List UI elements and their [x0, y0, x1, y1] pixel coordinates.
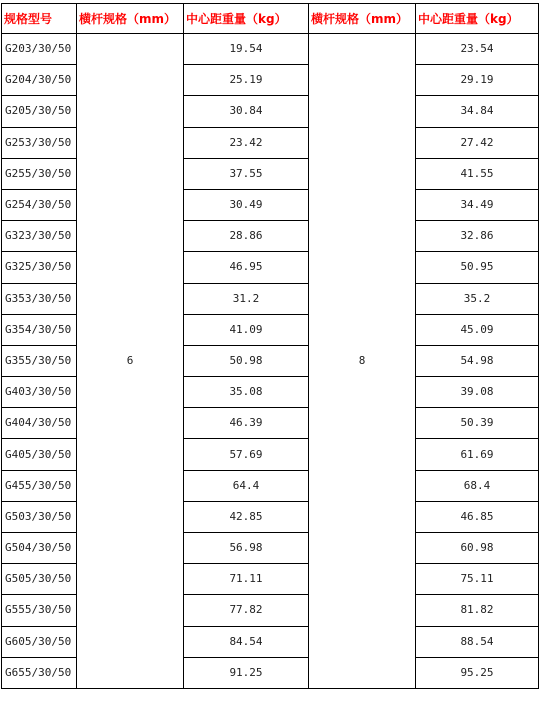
weight-right-cell: 61.69	[416, 439, 539, 470]
table-row	[2, 34, 539, 65]
weight-right-cell: 68.4	[416, 470, 539, 501]
weight-left-cell: 23.42	[184, 127, 309, 158]
weight-left-cell: 64.4	[184, 470, 309, 501]
model-cell: G455/30/50	[2, 470, 77, 501]
bar-spec-right-cell: 8	[309, 34, 416, 689]
weight-left-cell: 30.49	[184, 189, 309, 220]
model-cell: G253/30/50	[2, 127, 77, 158]
header-weight-right: 中心距重量（kg）	[416, 4, 539, 34]
weight-left-cell: 28.86	[184, 221, 309, 252]
weight-left-cell: 56.98	[184, 533, 309, 564]
weight-left-cell: 37.55	[184, 158, 309, 189]
weight-left-cell: 91.25	[184, 657, 309, 688]
weight-right-cell: 34.84	[416, 96, 539, 127]
weight-right-cell: 60.98	[416, 533, 539, 564]
weight-left-cell: 42.85	[184, 501, 309, 532]
weight-right-cell: 75.11	[416, 564, 539, 595]
weight-right-cell: 54.98	[416, 345, 539, 376]
weight-right-cell: 50.95	[416, 252, 539, 283]
spec-table	[1, 3, 539, 689]
model-cell: G254/30/50	[2, 189, 77, 220]
model-cell: G503/30/50	[2, 501, 77, 532]
header-bar-spec-right: 横杆规格（mm）	[309, 4, 416, 34]
weight-left-cell: 46.95	[184, 252, 309, 283]
weight-right-cell: 27.42	[416, 127, 539, 158]
weight-right-cell: 45.09	[416, 314, 539, 345]
weight-left-cell: 57.69	[184, 439, 309, 470]
weight-left-cell: 25.19	[184, 65, 309, 96]
weight-left-cell: 19.54	[184, 34, 309, 65]
weight-right-cell: 35.2	[416, 283, 539, 314]
model-cell: G205/30/50	[2, 96, 77, 127]
model-cell: G354/30/50	[2, 314, 77, 345]
weight-left-cell: 46.39	[184, 408, 309, 439]
model-cell: G325/30/50	[2, 252, 77, 283]
model-cell: G323/30/50	[2, 221, 77, 252]
bar-spec-left-cell: 6	[77, 34, 184, 689]
header-row	[2, 4, 539, 34]
weight-left-cell: 84.54	[184, 626, 309, 657]
weight-right-cell: 95.25	[416, 657, 539, 688]
weight-right-cell: 34.49	[416, 189, 539, 220]
header-model: 规格型号	[2, 4, 77, 34]
weight-right-cell: 81.82	[416, 595, 539, 626]
weight-right-cell: 29.19	[416, 65, 539, 96]
model-cell: G255/30/50	[2, 158, 77, 189]
weight-right-cell: 23.54	[416, 34, 539, 65]
weight-left-cell: 41.09	[184, 314, 309, 345]
model-cell: G355/30/50	[2, 345, 77, 376]
model-cell: G403/30/50	[2, 377, 77, 408]
model-cell: G555/30/50	[2, 595, 77, 626]
weight-right-cell: 46.85	[416, 501, 539, 532]
model-cell: G655/30/50	[2, 657, 77, 688]
weight-left-cell: 50.98	[184, 345, 309, 376]
weight-left-cell: 35.08	[184, 377, 309, 408]
weight-right-cell: 39.08	[416, 377, 539, 408]
model-cell: G353/30/50	[2, 283, 77, 314]
model-cell: G204/30/50	[2, 65, 77, 96]
model-cell: G605/30/50	[2, 626, 77, 657]
model-cell: G405/30/50	[2, 439, 77, 470]
model-cell: G505/30/50	[2, 564, 77, 595]
weight-left-cell: 77.82	[184, 595, 309, 626]
model-cell: G504/30/50	[2, 533, 77, 564]
weight-right-cell: 41.55	[416, 158, 539, 189]
weight-left-cell: 71.11	[184, 564, 309, 595]
header-bar-spec-left: 横杆规格（mm）	[77, 4, 184, 34]
model-cell: G203/30/50	[2, 34, 77, 65]
table-body	[2, 34, 539, 689]
weight-left-cell: 31.2	[184, 283, 309, 314]
weight-right-cell: 50.39	[416, 408, 539, 439]
header-weight-left: 中心距重量（kg）	[184, 4, 309, 34]
model-cell: G404/30/50	[2, 408, 77, 439]
weight-left-cell: 30.84	[184, 96, 309, 127]
weight-right-cell: 32.86	[416, 221, 539, 252]
weight-right-cell: 88.54	[416, 626, 539, 657]
